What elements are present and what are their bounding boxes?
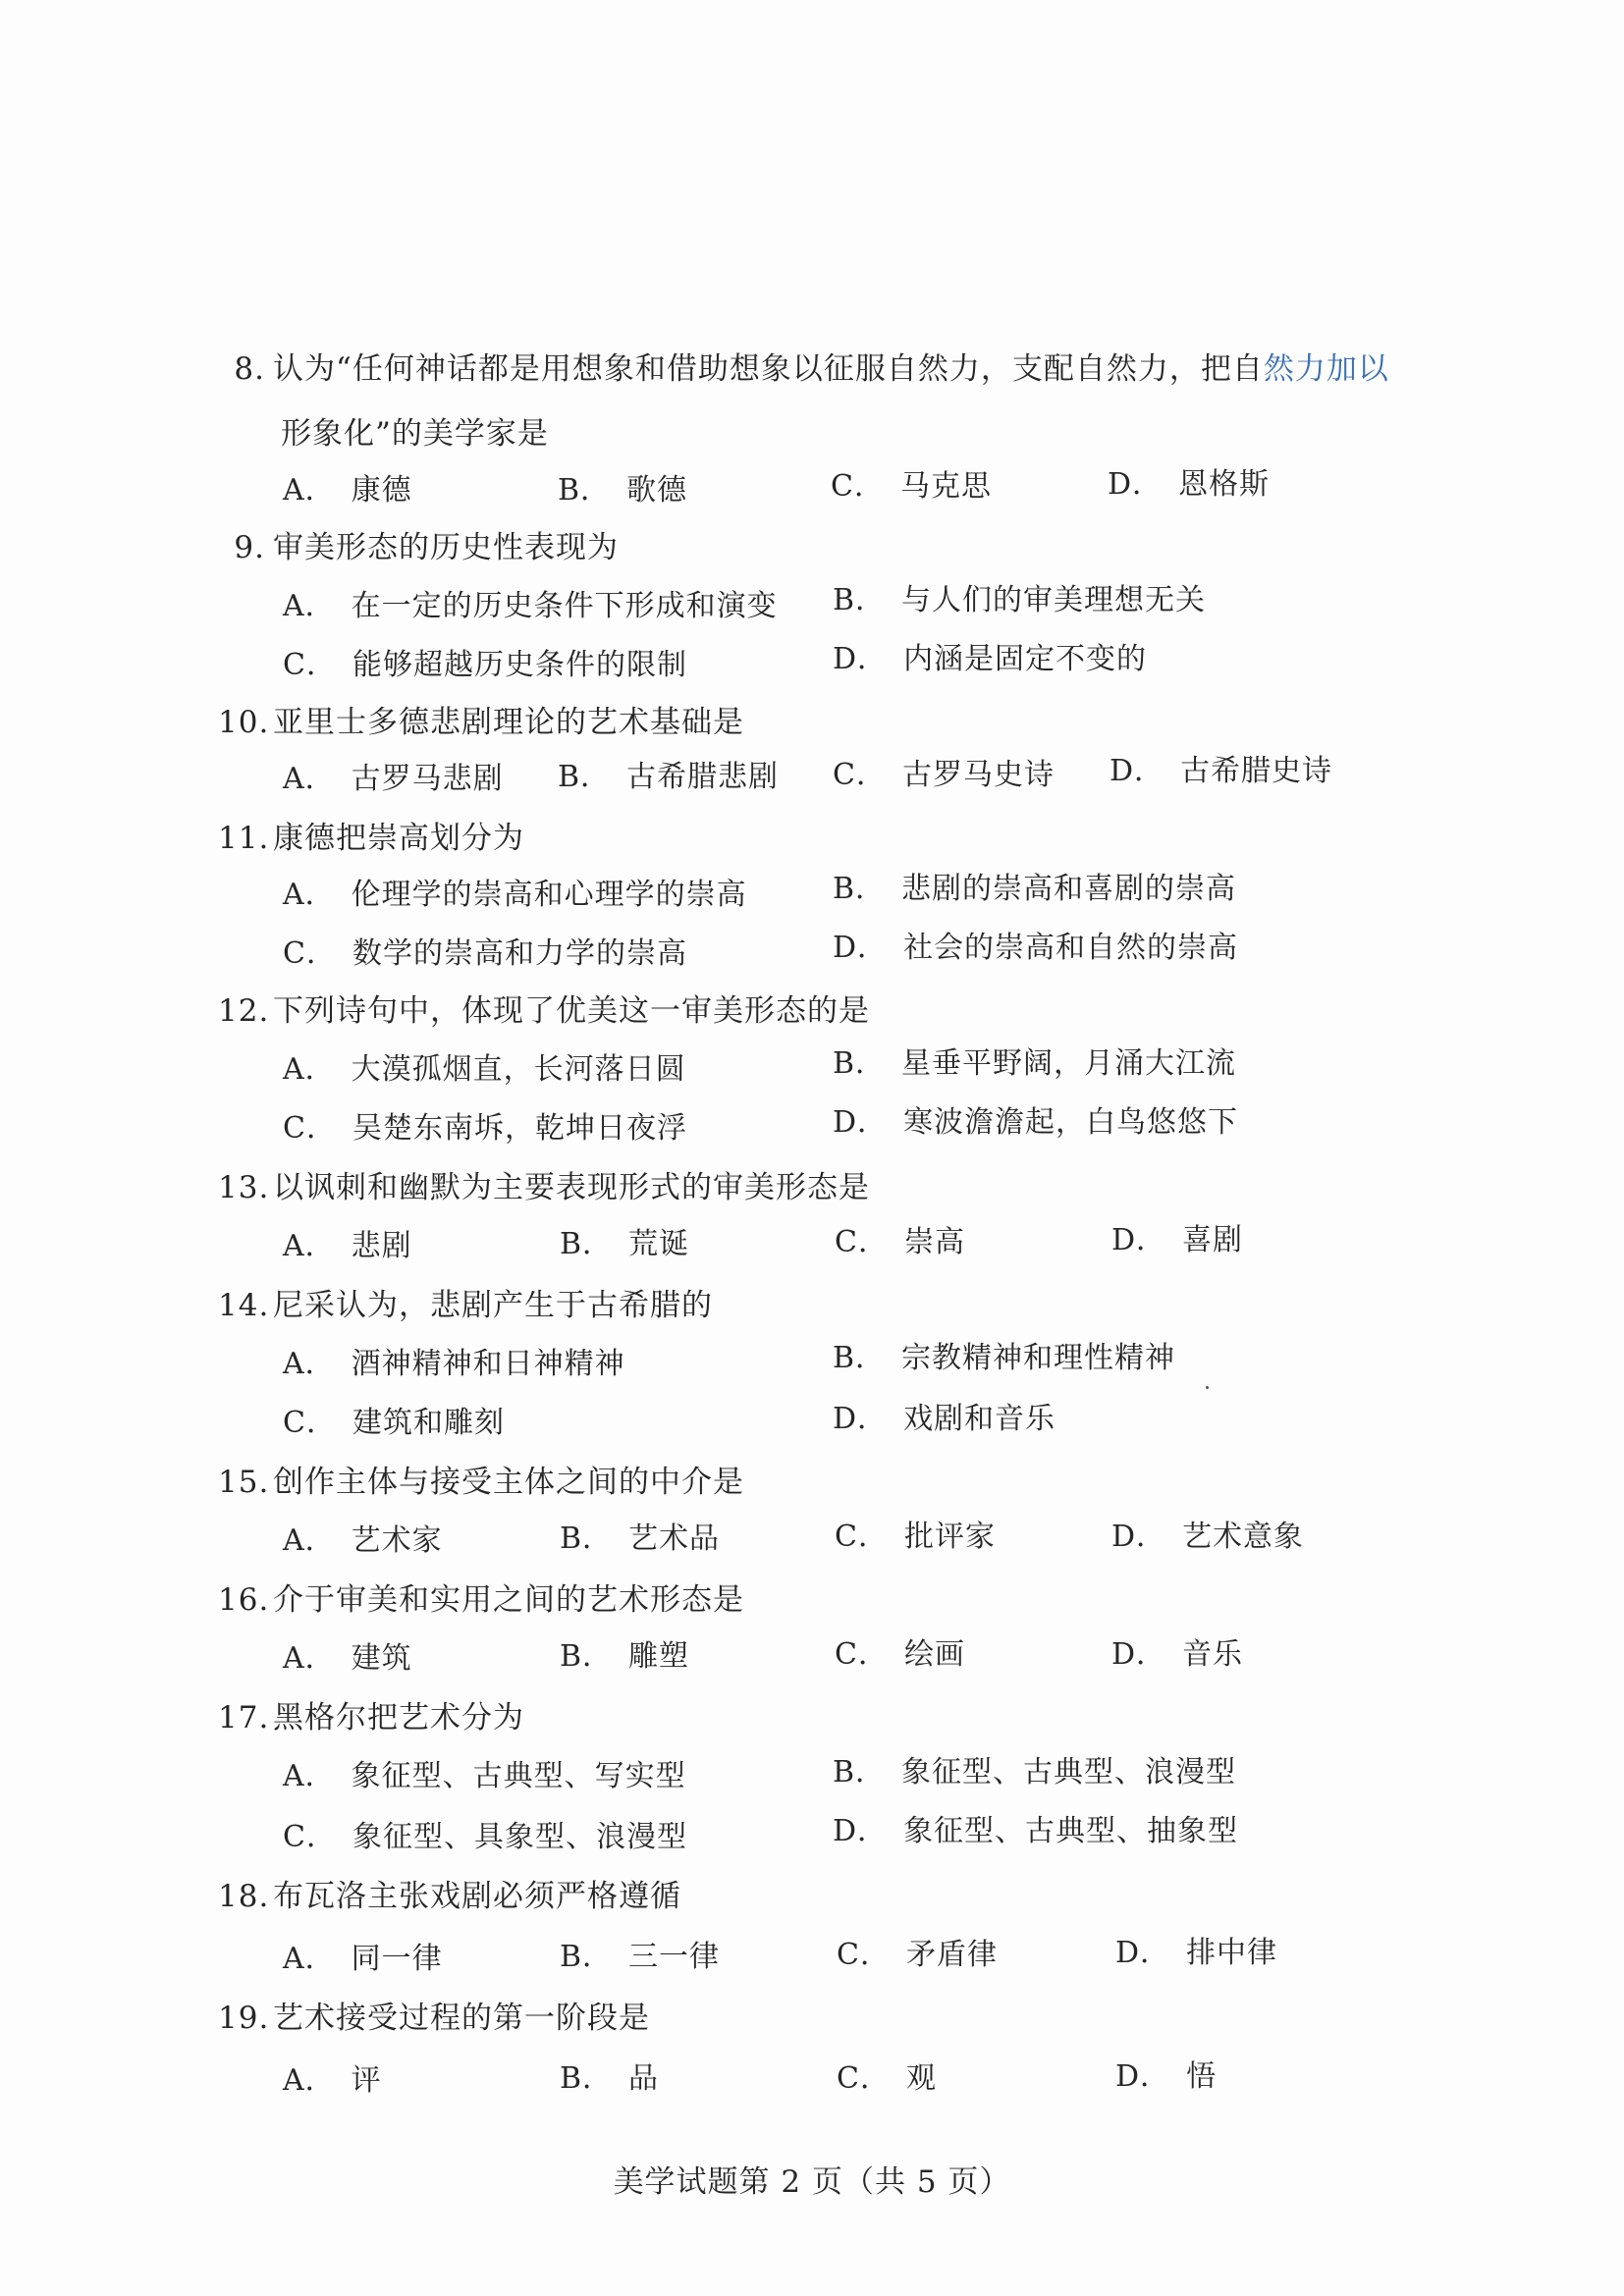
question-stem: 创作主体与接受主体之间的中介是	[273, 1465, 744, 1500]
option-letter: D．	[833, 931, 889, 965]
question-stem: 黑格尔把艺术分为	[273, 1700, 524, 1735]
option-text: 悲剧	[351, 1229, 412, 1263]
question-stem: 审美形态的历史性表现为	[273, 530, 619, 565]
option-b[interactable]	[833, 581, 1206, 620]
question-stem: 亚里士多德悲剧理论的艺术基础是	[273, 705, 744, 740]
option-text: 古罗马史诗	[901, 758, 1055, 792]
option-d[interactable]	[833, 1103, 1238, 1143]
option-c[interactable]	[835, 1635, 965, 1675]
question-stem: 介于审美和实用之间的艺术形态是	[273, 1582, 744, 1618]
question-stem: 康德把崇高划分为	[273, 821, 524, 856]
option-b[interactable]	[560, 1520, 720, 1559]
option-d[interactable]	[1108, 465, 1270, 505]
option-c[interactable]	[283, 1404, 505, 1443]
option-letter: B．	[833, 1046, 887, 1081]
question-13	[218, 1168, 870, 1207]
option-text: 艺术意象	[1182, 1520, 1305, 1554]
option-text: 建筑和雕刻	[352, 1406, 505, 1440]
option-letter: A．	[283, 1229, 336, 1263]
question-number: 8.	[234, 351, 265, 387]
option-text: 喜剧	[1182, 1223, 1244, 1257]
option-letter: C．	[835, 1225, 889, 1259]
option-letter: B．	[560, 2061, 614, 2096]
option-a[interactable]	[283, 1757, 686, 1796]
option-text: 建筑	[351, 1641, 412, 1676]
option-letter: A．	[283, 473, 336, 507]
option-text: 崇高	[903, 1225, 965, 1259]
option-a[interactable]	[283, 876, 747, 915]
option-letter: D．	[1111, 1520, 1167, 1554]
option-text: 内涵是固定不变的	[903, 642, 1148, 676]
option-c[interactable]	[837, 2059, 937, 2099]
option-c[interactable]	[283, 1109, 687, 1148]
question-number: 11.	[218, 821, 270, 856]
question-10	[218, 703, 744, 742]
option-b[interactable]	[558, 758, 779, 797]
option-letter: C．	[831, 469, 885, 504]
question-16	[218, 1580, 744, 1620]
option-b[interactable]	[833, 1753, 1236, 1792]
option-text: 吴楚东南坼，乾坤日夜浮	[352, 1111, 687, 1146]
option-text: 批评家	[903, 1520, 996, 1554]
option-text: 同一律	[351, 1942, 443, 1976]
question-number: 16.	[218, 1582, 270, 1618]
option-c[interactable]	[283, 646, 687, 685]
option-letter: A．	[283, 1347, 336, 1381]
option-text: 酒神精神和日神精神	[351, 1347, 625, 1381]
option-c[interactable]	[833, 756, 1055, 795]
option-b[interactable]	[560, 1637, 689, 1677]
option-a[interactable]	[283, 1227, 412, 1266]
question-number: 9.	[234, 530, 265, 565]
option-letter: C．	[283, 936, 337, 971]
option-text: 星垂平野阔，月涌大江流	[901, 1046, 1237, 1081]
option-text: 音乐	[1182, 1637, 1244, 1672]
option-c[interactable]	[835, 1518, 996, 1557]
option-letter: C．	[283, 1111, 337, 1146]
option-text: 数学的崇高和力学的崇高	[352, 936, 687, 971]
option-letter: D．	[1108, 467, 1164, 502]
option-b[interactable]	[833, 1339, 1175, 1378]
option-letter: C．	[283, 1406, 337, 1440]
option-text: 观	[905, 2061, 937, 2096]
option-letter: A．	[283, 762, 336, 796]
option-text: 戏剧和音乐	[903, 1402, 1056, 1436]
option-letter: C．	[835, 1520, 889, 1554]
question-17	[218, 1698, 524, 1737]
option-d[interactable]	[1111, 1635, 1243, 1675]
question-number: 14.	[218, 1288, 270, 1323]
option-letter: C．	[283, 648, 337, 682]
option-letter: A．	[283, 2063, 336, 2098]
option-a[interactable]	[283, 1522, 443, 1561]
question-stem: 认为“任何神话都是用想象和借助想象以征服自然力，支配自然力，把自	[273, 351, 1264, 387]
option-c[interactable]	[837, 1936, 998, 1975]
option-a[interactable]	[283, 2061, 382, 2101]
option-letter: B．	[560, 1940, 614, 1974]
option-text: 悟	[1186, 2059, 1218, 2094]
option-letter: D．	[833, 642, 889, 676]
option-letter: C．	[835, 1637, 889, 1672]
option-letter: B．	[833, 1341, 887, 1375]
option-b[interactable]	[833, 1044, 1236, 1084]
option-a[interactable]	[283, 587, 778, 626]
question-stem: 艺术接受过程的第一阶段是	[273, 2001, 650, 2036]
option-text: 宗教精神和理性精神	[901, 1341, 1176, 1375]
option-letter: B．	[833, 583, 887, 617]
option-b[interactable]	[560, 1938, 720, 1977]
option-a[interactable]	[283, 1050, 686, 1090]
question-14	[218, 1286, 713, 1325]
option-text: 绘画	[903, 1637, 965, 1672]
question-stem: 下列诗句中，体现了优美这一审美形态的是	[273, 993, 870, 1029]
option-letter: B．	[560, 1639, 614, 1674]
option-b[interactable]	[560, 2059, 659, 2099]
option-c[interactable]	[835, 1223, 965, 1262]
question-stem-continued: 形象化”的美学家是	[281, 416, 549, 452]
option-letter: D．	[1115, 1936, 1171, 1970]
option-letter: A．	[283, 1523, 336, 1558]
option-d[interactable]	[1115, 2057, 1217, 2097]
option-text: 荒诞	[628, 1227, 690, 1261]
question-11	[218, 819, 524, 858]
option-letter: C．	[283, 1820, 337, 1854]
option-a[interactable]	[283, 471, 412, 510]
option-letter: B．	[558, 760, 612, 794]
option-letter: D．	[833, 1814, 889, 1848]
question-8	[218, 349, 1389, 389]
option-letter: A．	[283, 1052, 336, 1087]
option-letter: D．	[1110, 754, 1165, 788]
option-letter: A．	[283, 1641, 336, 1676]
option-d[interactable]	[1115, 1934, 1277, 1973]
option-a[interactable]	[283, 1940, 443, 1979]
option-text: 在一定的历史条件下形成和演变	[351, 589, 778, 623]
option-letter: B．	[558, 473, 612, 507]
option-text: 与人们的审美理想无关	[901, 583, 1207, 617]
option-d[interactable]	[1111, 1518, 1304, 1557]
question-number: 18.	[218, 1879, 270, 1914]
option-d[interactable]	[1111, 1221, 1243, 1260]
option-text: 象征型、古典型、写实型	[351, 1759, 686, 1793]
option-d[interactable]	[833, 1812, 1238, 1851]
option-text: 排中律	[1186, 1936, 1278, 1970]
option-text: 矛盾律	[905, 1938, 998, 1972]
option-text: 品	[628, 2061, 660, 2096]
option-text: 社会的崇高和自然的崇高	[903, 931, 1239, 965]
question-9	[218, 528, 619, 567]
option-letter: A．	[283, 1759, 336, 1793]
option-text: 马克思	[899, 469, 992, 504]
option-c[interactable]	[831, 467, 992, 507]
question-15	[218, 1463, 744, 1502]
option-d[interactable]	[833, 640, 1147, 679]
question-stem-tail: 然力加以	[1263, 351, 1389, 387]
option-d[interactable]	[833, 1400, 1056, 1439]
option-text: 象征型、古典型、浪漫型	[901, 1755, 1237, 1789]
option-text: 大漠孤烟直，长河落日圆	[351, 1052, 686, 1087]
question-number: 12.	[218, 993, 270, 1029]
option-letter: A．	[283, 589, 336, 623]
option-text: 三一律	[628, 1940, 721, 1974]
option-letter: D．	[833, 1105, 889, 1140]
option-b[interactable]	[833, 870, 1236, 909]
option-letter: D．	[1111, 1223, 1167, 1257]
option-text: 歌德	[626, 473, 688, 507]
option-d[interactable]	[833, 929, 1238, 968]
option-letter: A．	[283, 1942, 336, 1976]
speck	[1206, 1386, 1209, 1389]
option-letter: D．	[833, 1402, 889, 1436]
option-b[interactable]	[558, 471, 687, 510]
option-text: 象征型、古典型、抽象型	[903, 1814, 1239, 1848]
page-footer: 美学试题第 2 页（共 5 页）	[613, 2164, 1011, 2200]
question-19	[218, 1999, 650, 2038]
question-number: 10.	[218, 705, 270, 740]
option-a[interactable]	[283, 760, 504, 799]
option-letter: A．	[283, 878, 336, 912]
option-letter: D．	[1115, 2059, 1171, 2094]
question-18	[218, 1877, 681, 1916]
option-text: 雕塑	[628, 1639, 690, 1674]
option-letter: C．	[837, 1938, 891, 1972]
question-number: 19.	[218, 2001, 270, 2036]
option-letter: C．	[837, 2061, 891, 2096]
option-text: 能够超越历史条件的限制	[352, 648, 687, 682]
option-text: 伦理学的崇高和心理学的崇高	[351, 878, 747, 912]
option-a[interactable]	[283, 1345, 625, 1384]
question-12	[218, 991, 870, 1031]
option-text: 寒波澹澹起，白鸟悠悠下	[903, 1105, 1239, 1140]
option-text: 评	[351, 2063, 382, 2098]
option-a[interactable]	[283, 1639, 412, 1679]
option-letter: D．	[1111, 1637, 1167, 1672]
option-text: 古希腊史诗	[1180, 754, 1333, 788]
question-number: 17.	[218, 1700, 270, 1735]
option-letter: C．	[833, 758, 887, 792]
question-number: 13.	[218, 1170, 270, 1205]
option-c[interactable]	[283, 1818, 687, 1857]
option-b[interactable]	[560, 1225, 689, 1264]
question-number: 15.	[218, 1465, 270, 1500]
option-text: 康德	[351, 473, 412, 507]
option-text: 象征型、具象型、浪漫型	[352, 1820, 687, 1854]
option-text: 古罗马悲剧	[351, 762, 504, 796]
option-text: 恩格斯	[1178, 467, 1271, 502]
question-stem: 布瓦洛主张戏剧必须严格遵循	[273, 1879, 681, 1914]
question-stem: 以讽刺和幽默为主要表现形式的审美形态是	[273, 1170, 870, 1205]
option-letter: B．	[560, 1522, 614, 1556]
option-text: 艺术品	[628, 1522, 721, 1556]
option-c[interactable]	[283, 934, 687, 974]
option-text: 艺术家	[351, 1523, 443, 1558]
question-stem: 尼采认为，悲剧产生于古希腊的	[273, 1288, 713, 1323]
option-letter: B．	[833, 1755, 887, 1789]
option-text: 悲剧的崇高和喜剧的崇高	[901, 872, 1237, 906]
option-text: 古希腊悲剧	[626, 760, 780, 794]
option-letter: B．	[560, 1227, 614, 1261]
option-letter: B．	[833, 872, 887, 906]
option-d[interactable]	[1110, 752, 1332, 791]
